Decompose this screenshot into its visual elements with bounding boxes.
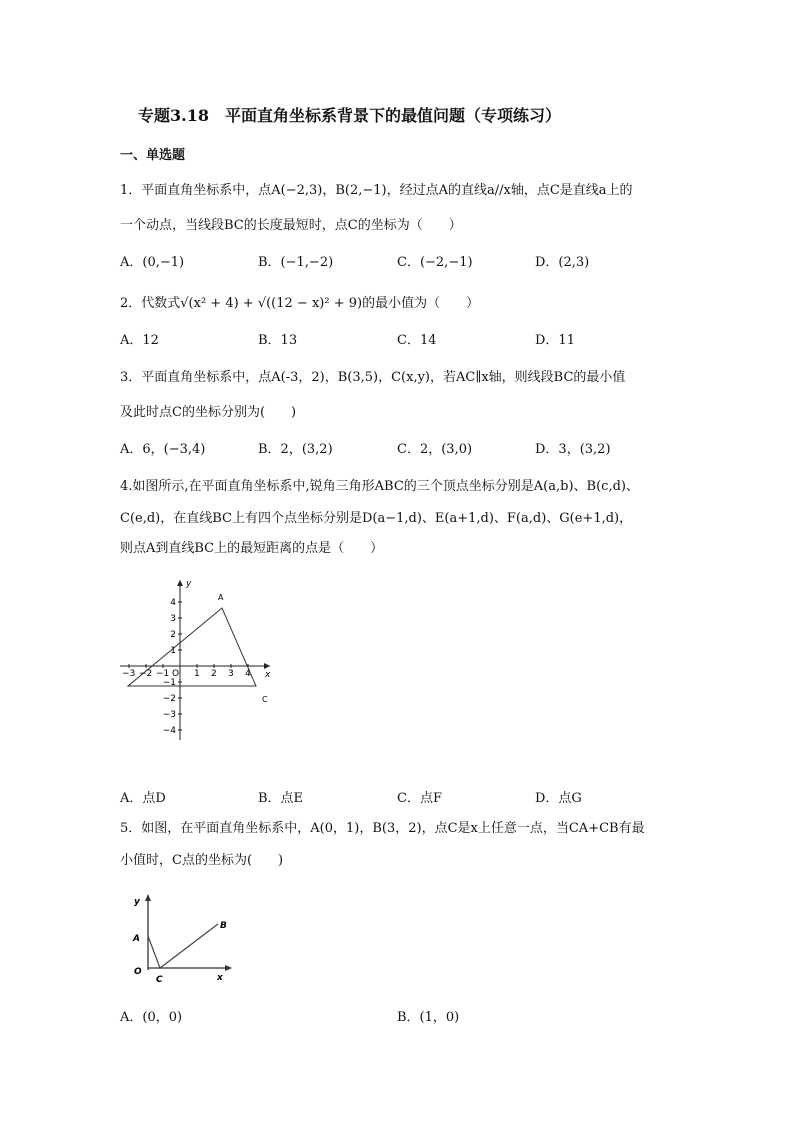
q2-option-c: C．14 xyxy=(397,333,437,348)
q1-option-d: D．(2,3) xyxy=(535,255,590,270)
svg-text:2: 2 xyxy=(211,669,217,679)
page-title: 专题3.18 平面直角坐标系背景下的最值问题（专项练习） xyxy=(138,106,561,125)
q5-x-axis-arrow-icon xyxy=(225,965,232,971)
q4-option-a: A．点D xyxy=(120,791,166,806)
svg-text:−3: −3 xyxy=(122,669,136,679)
q4-option-b: B．点E xyxy=(258,791,304,806)
q5-point-a-label: A xyxy=(133,934,140,944)
q3-option-b: B．2，(3,2) xyxy=(258,442,333,457)
q4-x-axis-label: x xyxy=(265,670,271,680)
q4-option-d: D．点G xyxy=(535,791,582,806)
q2-option-d: D．11 xyxy=(535,333,575,348)
q1-text-line1: 1．平面直角坐标系中，点A(−2,3)，B(2,−1)，经过点A的直线a//x轴，点C是直线a上的 xyxy=(120,183,633,198)
q5-point-b-label: B xyxy=(220,921,227,931)
q5-text-line2: 小值时，C点的坐标为( ) xyxy=(120,853,284,868)
svg-text:−3: −3 xyxy=(162,710,176,720)
q3-text-line2: 及此时点C的坐标分别为( ) xyxy=(120,405,297,420)
q3-option-d: D．3，(3,2) xyxy=(535,442,611,457)
q2-option-a: A．12 xyxy=(120,333,159,348)
q1-text-line2: 一个动点，当线段BC的长度最短时，点C的坐标为（ ） xyxy=(120,218,462,233)
svg-text:−2: −2 xyxy=(162,694,176,704)
svg-text:−4: −4 xyxy=(162,726,176,736)
q4-text-line3: 则点A到直线BC上的最短距离的点是（ ） xyxy=(120,541,384,556)
svg-text:4: 4 xyxy=(170,598,176,608)
svg-text:−1: −1 xyxy=(162,678,176,688)
q5-text-line1: 5．如图，在平面直角坐标系中，A(0，1)，B(3，2)，点C是x上任意一点，当CA+CB有最 xyxy=(120,821,645,836)
q3-option-a: A．6，(−3,4) xyxy=(120,442,206,457)
svg-text:1: 1 xyxy=(194,669,200,679)
svg-text:2: 2 xyxy=(170,630,176,640)
q1-option-b: B．(−1,−2) xyxy=(258,255,334,270)
q5-origin-label: O xyxy=(134,967,142,977)
q1-option-a: A．(0,−1) xyxy=(120,255,185,270)
q5-figure xyxy=(128,890,238,986)
q4-origin-label: O xyxy=(172,669,180,679)
q2-text-line1: 2．代数式√(x² + 4) + √((12 − x)² + 9)的最小值为（ ） xyxy=(120,296,480,311)
q5-option-a: A．(0，0) xyxy=(120,1010,183,1025)
q4-figure xyxy=(118,574,278,746)
svg-text:3: 3 xyxy=(228,669,234,679)
svg-text:3: 3 xyxy=(170,614,176,624)
q4-vertex-a-label: A xyxy=(218,593,224,602)
q1-option-c: C．(−2,−1) xyxy=(397,255,473,270)
q2-option-b: B．13 xyxy=(258,333,298,348)
q5-point-c-label: C xyxy=(156,975,163,985)
svg-text:4: 4 xyxy=(245,669,251,679)
section-heading: 一、单选题 xyxy=(120,148,186,163)
svg-text:1: 1 xyxy=(170,646,176,656)
q3-option-c: C．2，(3,0) xyxy=(397,442,473,457)
q5-x-axis-label: x xyxy=(217,973,223,983)
svg-text:−2: −2 xyxy=(139,669,153,679)
q4-y-axis-label: y xyxy=(186,579,192,589)
q5-y-axis-arrow-icon xyxy=(145,894,151,901)
q3-text-line1: 3．平面直角坐标系中，点A(-3，2)，B(3,5)，C(x,y)，若AC∥x轴，则线段BC的最小值 xyxy=(120,370,626,385)
q4-vertex-c-label: C xyxy=(262,695,268,704)
q5-y-axis-label: y xyxy=(134,897,140,907)
q4-text-line2: C(e,d)，在直线BC上有四个点坐标分别是D(a−1,d)、E(a+1,d)、F(a,d)、G(e+1,d)， xyxy=(120,511,633,526)
q5-path-a-c-b xyxy=(148,924,218,968)
q5-option-b: B．(1，0) xyxy=(397,1010,460,1025)
q4-text-line1: 4.如图所示,在平面直角坐标系中,锐角三角形ABC的三个顶点坐标分别是A(a,b)、B(c,d)、 xyxy=(120,479,639,494)
svg-text:−1: −1 xyxy=(156,669,170,679)
q4-option-c: C．点F xyxy=(397,791,442,806)
